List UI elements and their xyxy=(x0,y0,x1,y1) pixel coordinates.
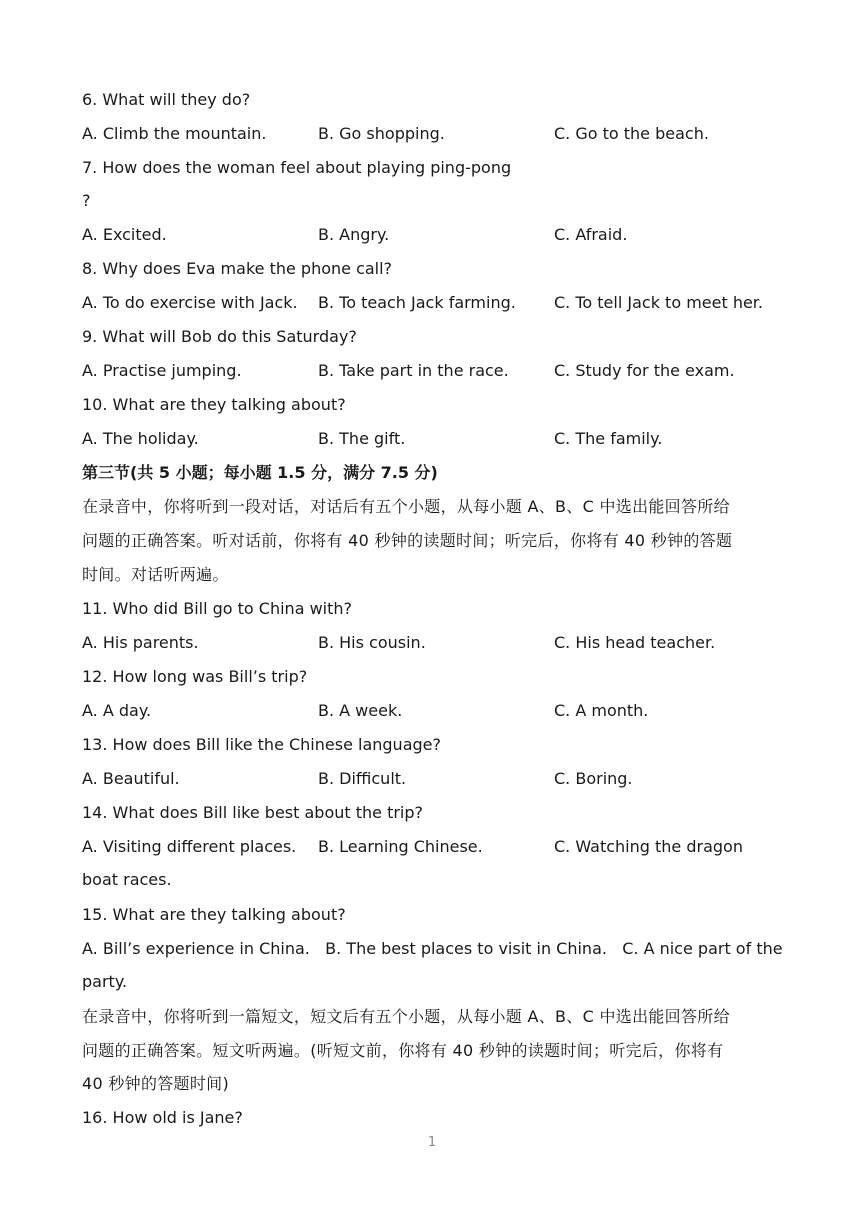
option-b: B. The gift. xyxy=(318,429,406,448)
passage-instructions-line-1: 在录音中，你将听到一篇短文，短文后有五个小题，从每小题 A、B、C 中选出能回答所给 xyxy=(82,1007,730,1026)
question-15: 15. What are they talking about? xyxy=(82,905,346,924)
question-12: 12. How long was Bill’s trip? xyxy=(82,667,308,686)
option-c: C. Afraid. xyxy=(554,225,628,244)
option-a: A. Excited. xyxy=(82,225,167,244)
question-7: 7. How does the woman feel about playing ping-pong xyxy=(82,158,512,177)
section-3-instructions-line-3: 时间。对话听两遍。 xyxy=(82,565,229,584)
section-3-instructions-line-1: 在录音中，你将听到一段对话，对话后有五个小题，从每小题 A、B、C 中选出能回答所给 xyxy=(82,497,730,516)
passage-instructions-line-3: 40 秒钟的答题时间) xyxy=(82,1074,229,1093)
section-3-instructions-line-2: 问题的正确答案。听对话前，你将有 40 秒钟的读题时间；听完后，你将有 40 秒钟的答题 xyxy=(82,531,733,550)
question-13: 13. How does Bill like the Chinese language? xyxy=(82,735,441,754)
question-8: 8. Why does Eva make the phone call? xyxy=(82,259,393,278)
option-b: B. Take part in the race. xyxy=(318,361,509,380)
option-b: B. To teach Jack farming. xyxy=(318,293,516,312)
page-number: 1 xyxy=(427,1135,437,1150)
option-c: C. Boring. xyxy=(554,769,633,788)
option-b: B. His cousin. xyxy=(318,633,426,652)
question-15-options-continuation: party. xyxy=(82,972,128,991)
option-a: A. To do exercise with Jack. xyxy=(82,293,298,312)
option-a: A. Climb the mountain. xyxy=(82,124,267,143)
option-a: A. Practise jumping. xyxy=(82,361,242,380)
option-c: C. A month. xyxy=(554,701,649,720)
passage-instructions-line-2: 问题的正确答案。短文听两遍。(听短文前，你将有 40 秒钟的读题时间；听完后，你将有 xyxy=(82,1041,724,1060)
question-15-options: A. Bill’s experience in China. B. The best places to visit in China. C. A nice part of the xyxy=(82,939,783,958)
section-3-heading: 第三节(共 5 小题；每小题 1.5 分，满分 7.5 分) xyxy=(82,463,438,482)
option-b: B. Difficult. xyxy=(318,769,407,788)
option-a: A. His parents. xyxy=(82,633,199,652)
question-6: 6. What will they do? xyxy=(82,90,251,109)
question-14: 14. What does Bill like best about the trip? xyxy=(82,803,424,822)
question-16: 16. How old is Jane? xyxy=(82,1108,243,1127)
option-b: B. A week. xyxy=(318,701,403,720)
question-9: 9. What will Bob do this Saturday? xyxy=(82,327,357,346)
option-a: A. Visiting different places. xyxy=(82,837,297,856)
option-b: B. Learning Chinese. xyxy=(318,837,483,856)
option-b: B. Angry. xyxy=(318,225,390,244)
option-a: A. The holiday. xyxy=(82,429,199,448)
question-7-continuation: ? xyxy=(82,191,91,210)
question-11: 11. Who did Bill go to China with? xyxy=(82,599,353,618)
option-c: C. Study for the exam. xyxy=(554,361,735,380)
option-c: C. The family. xyxy=(554,429,663,448)
option-c: C. To tell Jack to meet her. xyxy=(554,293,763,312)
option-b: B. Go shopping. xyxy=(318,124,445,143)
question-10: 10. What are they talking about? xyxy=(82,395,346,414)
option-a: A. A day. xyxy=(82,701,152,720)
option-a: A. Beautiful. xyxy=(82,769,180,788)
option-c: C. Watching the dragon xyxy=(554,837,743,856)
question-14-option-c-continuation: boat races. xyxy=(82,870,172,889)
option-c: C. His head teacher. xyxy=(554,633,716,652)
option-c: C. Go to the beach. xyxy=(554,124,709,143)
